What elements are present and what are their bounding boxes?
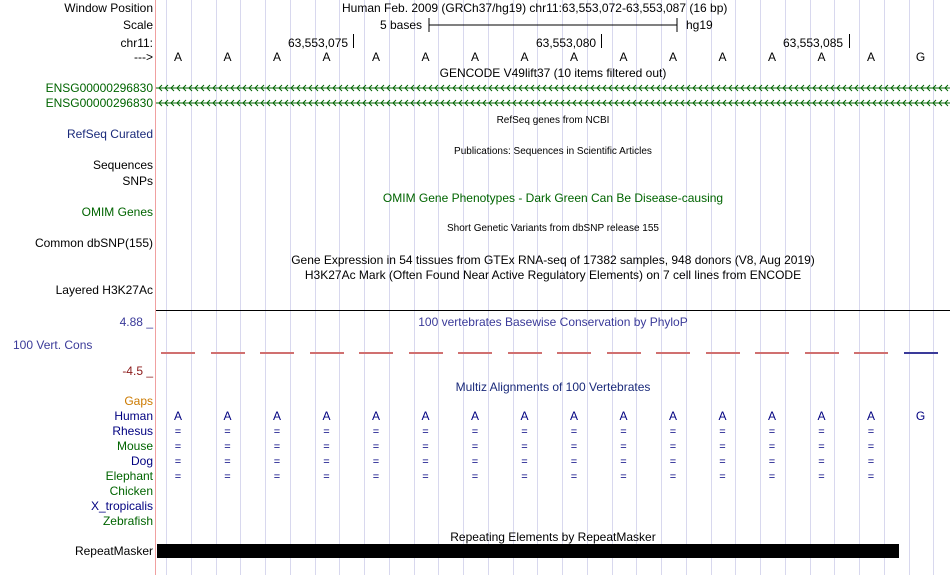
- base-letter: A: [520, 50, 529, 64]
- alignment-match-mark: =: [620, 441, 627, 453]
- alignment-match-mark: =: [224, 456, 231, 468]
- phylop-bar: [557, 352, 591, 354]
- phylop-min-label: -4.5 _: [122, 364, 153, 378]
- sequences-track-label[interactable]: Sequences: [92, 158, 153, 172]
- alignment-match-mark: =: [273, 426, 281, 438]
- gencode-item-label[interactable]: ENSG00000296830: [45, 81, 153, 95]
- phylop-bar: [260, 352, 294, 354]
- alignment-match-mark: =: [224, 426, 231, 438]
- alignment-match-mark: =: [273, 456, 281, 468]
- alignment-match-mark: =: [818, 426, 825, 438]
- alignment-match-mark: =: [867, 426, 875, 438]
- gaps-label[interactable]: Gaps: [124, 394, 153, 408]
- dbsnp-track-label[interactable]: Common dbSNP(155): [34, 236, 153, 250]
- base-letter: A: [619, 50, 628, 64]
- phylop-bar: [409, 352, 443, 354]
- alignment-match-mark: =: [867, 471, 875, 483]
- alignment-match-mark: =: [174, 471, 182, 483]
- phylop-bar: [706, 352, 740, 354]
- alignment-match-mark: =: [471, 456, 479, 468]
- ruler-tick-mark: [601, 34, 602, 48]
- alignment-match-mark: =: [521, 441, 528, 453]
- alignment-match-mark: =: [372, 441, 380, 453]
- species-label[interactable]: Mouse: [116, 439, 153, 453]
- base-letter: A: [767, 50, 776, 64]
- alignment-match-mark: =: [570, 456, 578, 468]
- alignment-match-mark: =: [620, 426, 627, 438]
- alignment-match-mark: =: [422, 441, 429, 453]
- alignment-match-mark: =: [570, 426, 578, 438]
- base-letter: A: [470, 50, 479, 64]
- human-aligned-base: A: [668, 409, 677, 423]
- scale-db-text: hg19: [686, 18, 713, 32]
- alignment-match-mark: =: [570, 471, 578, 483]
- scale-bar: [428, 17, 680, 33]
- alignment-match-mark: =: [719, 471, 726, 483]
- species-label[interactable]: Rhesus: [112, 424, 153, 438]
- base-letter: A: [817, 50, 826, 64]
- base-letter: A: [866, 50, 875, 64]
- window-position-label: Window Position: [64, 1, 153, 15]
- base-letter: A: [173, 50, 182, 64]
- snps-track-label[interactable]: SNPs: [122, 174, 153, 188]
- species-label[interactable]: Chicken: [109, 484, 153, 498]
- refseq-track-label[interactable]: RefSeq Curated: [66, 127, 153, 141]
- dbsnp-track-title: Short Genetic Variants from dbSNP release 155: [447, 223, 659, 234]
- phylop-bar: [854, 352, 888, 354]
- alignment-match-mark: =: [521, 456, 528, 468]
- alignment-match-mark: =: [174, 441, 182, 453]
- base-letter: A: [569, 50, 578, 64]
- alignment-match-mark: =: [372, 456, 380, 468]
- phylop-track-title: 100 vertebrates Basewise Conservation by PhyloP: [418, 315, 688, 329]
- human-aligned-base: G: [915, 409, 926, 423]
- base-letter: A: [371, 50, 380, 64]
- alignment-match-mark: =: [669, 471, 677, 483]
- phylop-track-label[interactable]: 100 Vert. Cons: [13, 338, 93, 352]
- phylop-max-label: 4.88 _: [119, 315, 153, 329]
- gencode-gene-feature[interactable]: [156, 82, 950, 94]
- alignment-match-mark: =: [521, 426, 528, 438]
- gencode-gene-feature[interactable]: [156, 97, 950, 109]
- alignment-match-mark: =: [867, 456, 875, 468]
- alignment-match-mark: =: [422, 471, 429, 483]
- human-aligned-base: A: [223, 409, 232, 423]
- base-letter: A: [272, 50, 281, 64]
- alignment-match-mark: =: [471, 441, 479, 453]
- base-letter: A: [223, 50, 232, 64]
- phylop-bar: [458, 352, 492, 354]
- alignment-match-mark: =: [323, 441, 330, 453]
- repeatmasker-track-label[interactable]: RepeatMasker: [74, 544, 153, 558]
- alignment-match-mark: =: [867, 441, 875, 453]
- gtex-track-title: Gene Expression in 54 tissues from GTEx RNA-seq of 17382 samples, 948 donors (V8, Aug 2019): [291, 253, 815, 267]
- assembly-position-text: Human Feb. 2009 (GRCh37/hg19) chr11:63,553,072-63,553,087 (16 bp): [342, 1, 728, 15]
- phylop-bar: [607, 352, 641, 354]
- alignment-match-mark: =: [719, 456, 726, 468]
- ruler-tick-mark: [353, 34, 354, 48]
- base-letter: A: [718, 50, 727, 64]
- human-aligned-base: A: [421, 409, 430, 423]
- alignment-match-mark: =: [818, 441, 825, 453]
- human-aligned-base: A: [470, 409, 479, 423]
- alignment-match-mark: =: [719, 426, 726, 438]
- base-letter: A: [668, 50, 677, 64]
- ruler-tick-label: 63,553,080: [536, 36, 597, 50]
- ruler-tick-mark: [849, 34, 850, 48]
- base-letter: A: [322, 50, 331, 64]
- refseq-track-title: RefSeq genes from NCBI: [496, 115, 610, 126]
- phylop-bar: [904, 352, 938, 354]
- alignment-match-mark: =: [273, 441, 281, 453]
- phylop-bar: [805, 352, 839, 354]
- alignment-match-mark: =: [768, 471, 776, 483]
- omim-track-title: OMIM Gene Phenotypes - Dark Green Can Be Disease-causing: [382, 191, 724, 205]
- publications-track-title: Publications: Sequences in Scientific Articles: [454, 146, 652, 157]
- alignment-match-mark: =: [323, 456, 330, 468]
- human-aligned-base: A: [520, 409, 529, 423]
- human-aligned-base: A: [322, 409, 331, 423]
- alignment-match-mark: =: [669, 441, 677, 453]
- chrom-label: chr11:: [120, 36, 153, 50]
- alignment-match-mark: =: [669, 456, 677, 468]
- species-label[interactable]: X_tropicalis: [90, 499, 153, 513]
- strand-arrow-label: --->: [134, 50, 153, 64]
- human-aligned-base: A: [817, 409, 826, 423]
- alignment-match-mark: =: [372, 471, 380, 483]
- base-letter: G: [915, 50, 926, 64]
- alignment-match-mark: =: [719, 441, 726, 453]
- alignment-match-mark: =: [570, 441, 578, 453]
- human-aligned-base: A: [569, 409, 578, 423]
- ruler-tick-label: 63,553,075: [288, 36, 349, 50]
- scale-bar-text: 5 bases: [380, 18, 423, 32]
- alignment-match-mark: =: [768, 426, 776, 438]
- human-aligned-base: A: [718, 409, 727, 423]
- alignment-match-mark: =: [620, 456, 627, 468]
- phylop-bar: [211, 352, 245, 354]
- alignment-match-mark: =: [768, 441, 776, 453]
- gencode-item-label[interactable]: ENSG00000296830: [45, 96, 153, 110]
- alignment-match-mark: =: [818, 471, 825, 483]
- human-aligned-base: A: [173, 409, 182, 423]
- repeatmasker-element[interactable]: [157, 544, 899, 558]
- ruler-tick-label: 63,553,085: [783, 36, 844, 50]
- alignment-match-mark: =: [174, 426, 182, 438]
- phylop-bar: [755, 352, 789, 354]
- alignment-match-mark: =: [471, 426, 479, 438]
- species-label[interactable]: Zebrafish: [102, 514, 153, 528]
- gencode-track-title: GENCODE V49lift37 (10 items filtered out): [439, 66, 667, 80]
- repeatmasker-track-title: Repeating Elements by RepeatMasker: [450, 530, 656, 544]
- alignment-match-mark: =: [422, 426, 429, 438]
- alignment-match-mark: =: [372, 426, 380, 438]
- alignment-match-mark: =: [174, 456, 182, 468]
- omim-track-label[interactable]: OMIM Genes: [81, 205, 153, 219]
- alignment-match-mark: =: [323, 426, 330, 438]
- alignment-match-mark: =: [224, 471, 231, 483]
- phylop-bar: [359, 352, 393, 354]
- alignment-match-mark: =: [521, 471, 528, 483]
- human-aligned-base: A: [371, 409, 380, 423]
- phylop-bar: [310, 352, 344, 354]
- alignment-match-mark: =: [224, 441, 231, 453]
- scale-label: Scale: [122, 18, 153, 32]
- alignment-match-mark: =: [422, 456, 429, 468]
- h3k27ac-signal-baseline: [156, 310, 950, 311]
- species-label[interactable]: Human: [114, 409, 153, 423]
- alignment-match-mark: =: [323, 471, 330, 483]
- alignment-match-mark: =: [818, 456, 825, 468]
- h3k27ac-track-label[interactable]: Layered H3K27Ac: [55, 283, 153, 297]
- human-aligned-base: A: [767, 409, 776, 423]
- alignment-match-mark: =: [768, 456, 776, 468]
- multiz-track-title: Multiz Alignments of 100 Vertebrates: [455, 380, 651, 394]
- human-aligned-base: A: [866, 409, 875, 423]
- base-letter: A: [421, 50, 430, 64]
- phylop-bar: [508, 352, 542, 354]
- species-label[interactable]: Dog: [130, 454, 153, 468]
- phylop-bar: [656, 352, 690, 354]
- human-aligned-base: A: [272, 409, 281, 423]
- h3k27ac-track-title: H3K27Ac Mark (Often Found Near Active Regulatory Elements) on 7 cell lines from ENCODE: [304, 268, 802, 282]
- alignment-match-mark: =: [620, 471, 627, 483]
- alignment-match-mark: =: [669, 426, 677, 438]
- phylop-bar: [161, 352, 195, 354]
- alignment-match-mark: =: [273, 471, 281, 483]
- human-aligned-base: A: [619, 409, 628, 423]
- species-label[interactable]: Elephant: [105, 469, 153, 483]
- alignment-match-mark: =: [471, 471, 479, 483]
